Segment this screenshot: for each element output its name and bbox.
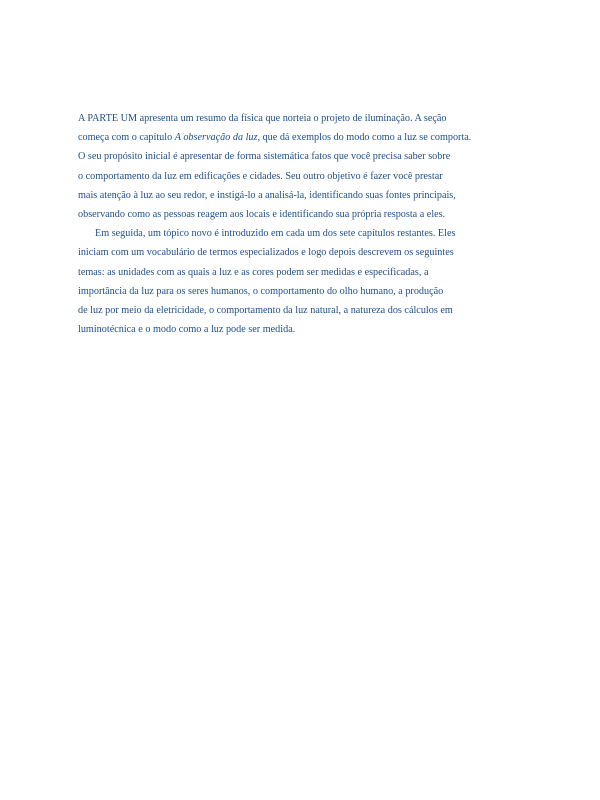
text-line (78, 186, 478, 205)
text-run: começa com o capítulo (78, 132, 175, 144)
text-line: de luz por meio da eletricidade, o comportamento da luz natural, a natureza dos cálculos em (78, 305, 453, 317)
text-line: importância da luz para os seres humanos, o comportamento do olho humano, a produção (78, 285, 444, 297)
chapter-title-italic: A observação da luz (174, 132, 258, 144)
text-line (78, 147, 478, 166)
text-run: O seu propósito inicial é apresentar de forma sistemática fatos que você precisa saber sobre (78, 151, 451, 163)
text-line (78, 128, 478, 147)
text-run: o comportamento da luz em edificações e cidades. Seu outro objetivo é fazer você prestar (78, 170, 443, 182)
text-line (78, 109, 478, 128)
text-run: mais atenção à luz ao seu redor, e instigá-lo a analisá-la, identificando suas fontes principais, (78, 189, 456, 201)
text-line: iniciam com um vocabulário de termos especializados e logo depois descrevem os seguintes (78, 247, 454, 259)
text-line (78, 167, 478, 186)
paragraph-chapters (78, 224, 478, 339)
paragraph-intro (78, 109, 478, 224)
text-run: , que dá exemplos do modo como a luz se comporta. (257, 132, 472, 144)
body-text (78, 109, 478, 339)
text-line: luminotécnica e o modo como a luz pode ser medida. (78, 324, 296, 336)
text-line: Em seguida, um tópico novo é introduzido em cada um dos sete capítulos restantes. Eles (95, 228, 456, 240)
text-line: temas: as unidades com as quais a luz e as cores podem ser medidas e especificadas, a (78, 266, 429, 278)
text-run: observando como as pessoas reagem aos locais e identificando sua própria resposta a eles. (78, 209, 446, 221)
text-run: A PARTE UM apresenta um resumo da física que norteia o projeto de iluminação. A seção (78, 113, 447, 124)
text-line (78, 205, 478, 224)
